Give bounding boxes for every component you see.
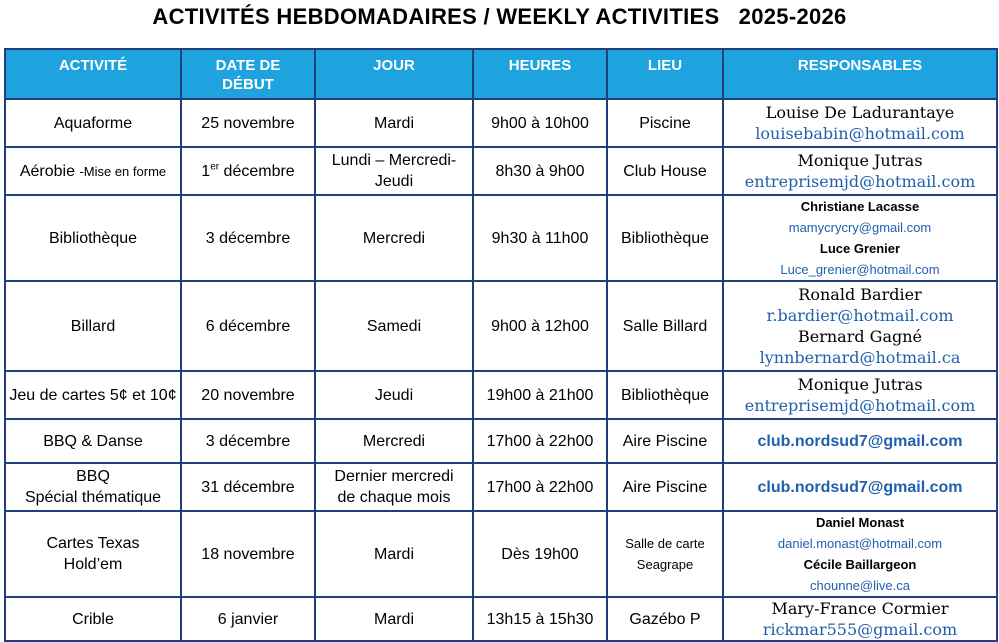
date-cell (181, 147, 315, 195)
responsables-cell (723, 281, 997, 371)
hours-cell: 8h30 à 9h00 (473, 147, 607, 195)
header-row (5, 49, 997, 99)
place-cell: Club House (607, 147, 723, 195)
responsables-cell (723, 463, 997, 511)
email-link[interactable]: r.bardier@hotmail.com (766, 306, 954, 325)
hours-cell: 13h15 à 15h30 (473, 597, 607, 641)
header-activite: ACTIVITÉ (5, 49, 181, 99)
responsables-cell (723, 419, 997, 463)
activity-cell: BBQ & Danse (5, 419, 181, 463)
header-date (181, 49, 315, 99)
place-cell: Piscine (607, 99, 723, 147)
table-row (5, 281, 997, 371)
table-row (5, 597, 997, 641)
day-cell: Mercredi (315, 419, 473, 463)
activity-cell: Jeu de cartes 5¢ et 10¢ (5, 371, 181, 419)
day-cell: Mardi (315, 99, 473, 147)
day-line2: de chaque mois (337, 489, 451, 506)
email-link[interactable]: club.nordsud7@gmail.com (757, 478, 963, 496)
activities-table (4, 48, 998, 642)
place-cell: Salle Billard (607, 281, 723, 371)
day-cell: Jeudi (315, 371, 473, 419)
place-line1: Salle de carte (625, 536, 705, 551)
date-cell: 3 décembre (181, 419, 315, 463)
header-lieu: LIEU (607, 49, 723, 99)
email-link[interactable]: louisebabin@hotmail.com (755, 124, 965, 143)
activity-cell (5, 463, 181, 511)
table-row (5, 419, 997, 463)
date-cell: 31 décembre (181, 463, 315, 511)
responsables-cell (723, 195, 997, 281)
place-cell (607, 511, 723, 597)
place-cell: Aire Piscine (607, 419, 723, 463)
day-cell: Mardi (315, 511, 473, 597)
table-row (5, 99, 997, 147)
header-jour: JOUR (315, 49, 473, 99)
activity-cell (5, 147, 181, 195)
date-cell: 20 novembre (181, 371, 315, 419)
hours-cell: 19h00 à 21h00 (473, 371, 607, 419)
day-cell: Mardi (315, 597, 473, 641)
email-link[interactable]: entreprisemjd@hotmail.com (744, 172, 976, 191)
responsable-name: Luce Grenier (819, 241, 901, 256)
activity-line2: Spécial thématique (24, 489, 162, 506)
activity-cell: Bibliothèque (5, 195, 181, 281)
place-line2: Seagrape (636, 557, 694, 572)
table-row (5, 371, 997, 419)
responsables-cell (723, 147, 997, 195)
activity-sub: -Mise en forme (79, 163, 167, 179)
responsable-name: Bernard Gagné (797, 327, 923, 346)
date-cell: 6 décembre (181, 281, 315, 371)
header-date-line1: DATE DE (215, 57, 281, 74)
activity-main: Aérobie (19, 162, 80, 180)
date-cell: 6 janvier (181, 597, 315, 641)
responsables-cell (723, 597, 997, 641)
day-line2: Jeudi (374, 173, 414, 190)
responsables-cell (723, 511, 997, 597)
responsables-cell (723, 99, 997, 147)
hours-cell: 17h00 à 22h00 (473, 463, 607, 511)
hours-cell: 9h30 à 11h00 (473, 195, 607, 281)
date-cell: 3 décembre (181, 195, 315, 281)
email-link[interactable]: rickmar555@gmail.com (762, 620, 958, 639)
date-cell: 18 novembre (181, 511, 315, 597)
email-link[interactable]: club.nordsud7@gmail.com (757, 432, 963, 450)
hours-cell: 17h00 à 22h00 (473, 419, 607, 463)
activity-line1: BBQ (76, 468, 110, 485)
place-cell: Aire Piscine (607, 463, 723, 511)
responsable-name: Mary-France Cormier (771, 599, 949, 618)
responsable-name: Daniel Monast (815, 515, 905, 530)
email-link[interactable]: daniel.monast@hotmail.com (777, 536, 943, 551)
email-link[interactable]: lynnbernard@hotmail.ca (759, 348, 961, 367)
activity-cell (5, 511, 181, 597)
day-cell: Samedi (315, 281, 473, 371)
email-link[interactable]: entreprisemjd@hotmail.com (744, 396, 976, 415)
responsable-name: Louise De Ladurantaye (765, 103, 955, 122)
responsables-cell (723, 371, 997, 419)
header-responsables: RESPONSABLES (723, 49, 997, 99)
activity-line2: Hold’em (63, 556, 123, 573)
email-link[interactable]: Luce_grenier@hotmail.com (780, 262, 940, 277)
header-heures: HEURES (473, 49, 607, 99)
hours-cell: Dès 19h00 (473, 511, 607, 597)
hours-cell: 9h00 à 12h00 (473, 281, 607, 371)
date-cell: 25 novembre (181, 99, 315, 147)
page-title: ACTIVITÉS HEBDOMADAIRES / WEEKLY ACTIVITIES 2025-2026 (152, 4, 847, 29)
responsable-name: Christiane Lacasse (800, 199, 920, 214)
activity-line1: Cartes Texas (46, 535, 140, 552)
activity-cell: Crible (5, 597, 181, 641)
date-rest: décembre (219, 162, 295, 180)
day-cell (315, 147, 473, 195)
place-cell: Bibliothèque (607, 195, 723, 281)
date-sup: er (210, 161, 220, 173)
hours-cell: 9h00 à 10h00 (473, 99, 607, 147)
day-line1: Dernier mercredi (334, 468, 454, 485)
day-cell: Mercredi (315, 195, 473, 281)
responsable-name: Monique Jutras (797, 375, 923, 394)
responsable-name: Cécile Baillargeon (803, 557, 917, 572)
table-row (5, 147, 997, 195)
place-cell: Bibliothèque (607, 371, 723, 419)
responsable-name: Ronald Bardier (798, 285, 922, 304)
email-link[interactable]: mamycrycry@gmail.com (788, 220, 932, 235)
activity-cell: Billard (5, 281, 181, 371)
table-row (5, 195, 997, 281)
responsable-name: Monique Jutras (797, 151, 923, 170)
table-row (5, 463, 997, 511)
day-line1: Lundi – Mercredi- (331, 152, 457, 169)
email-link[interactable]: chounne@live.ca (810, 578, 910, 593)
date-num: 1 (201, 162, 211, 180)
day-cell (315, 463, 473, 511)
activity-cell: Aquaforme (5, 99, 181, 147)
table-row (5, 511, 997, 597)
place-cell: Gazébo P (607, 597, 723, 641)
header-date-line2: DÉBUT (222, 76, 274, 93)
